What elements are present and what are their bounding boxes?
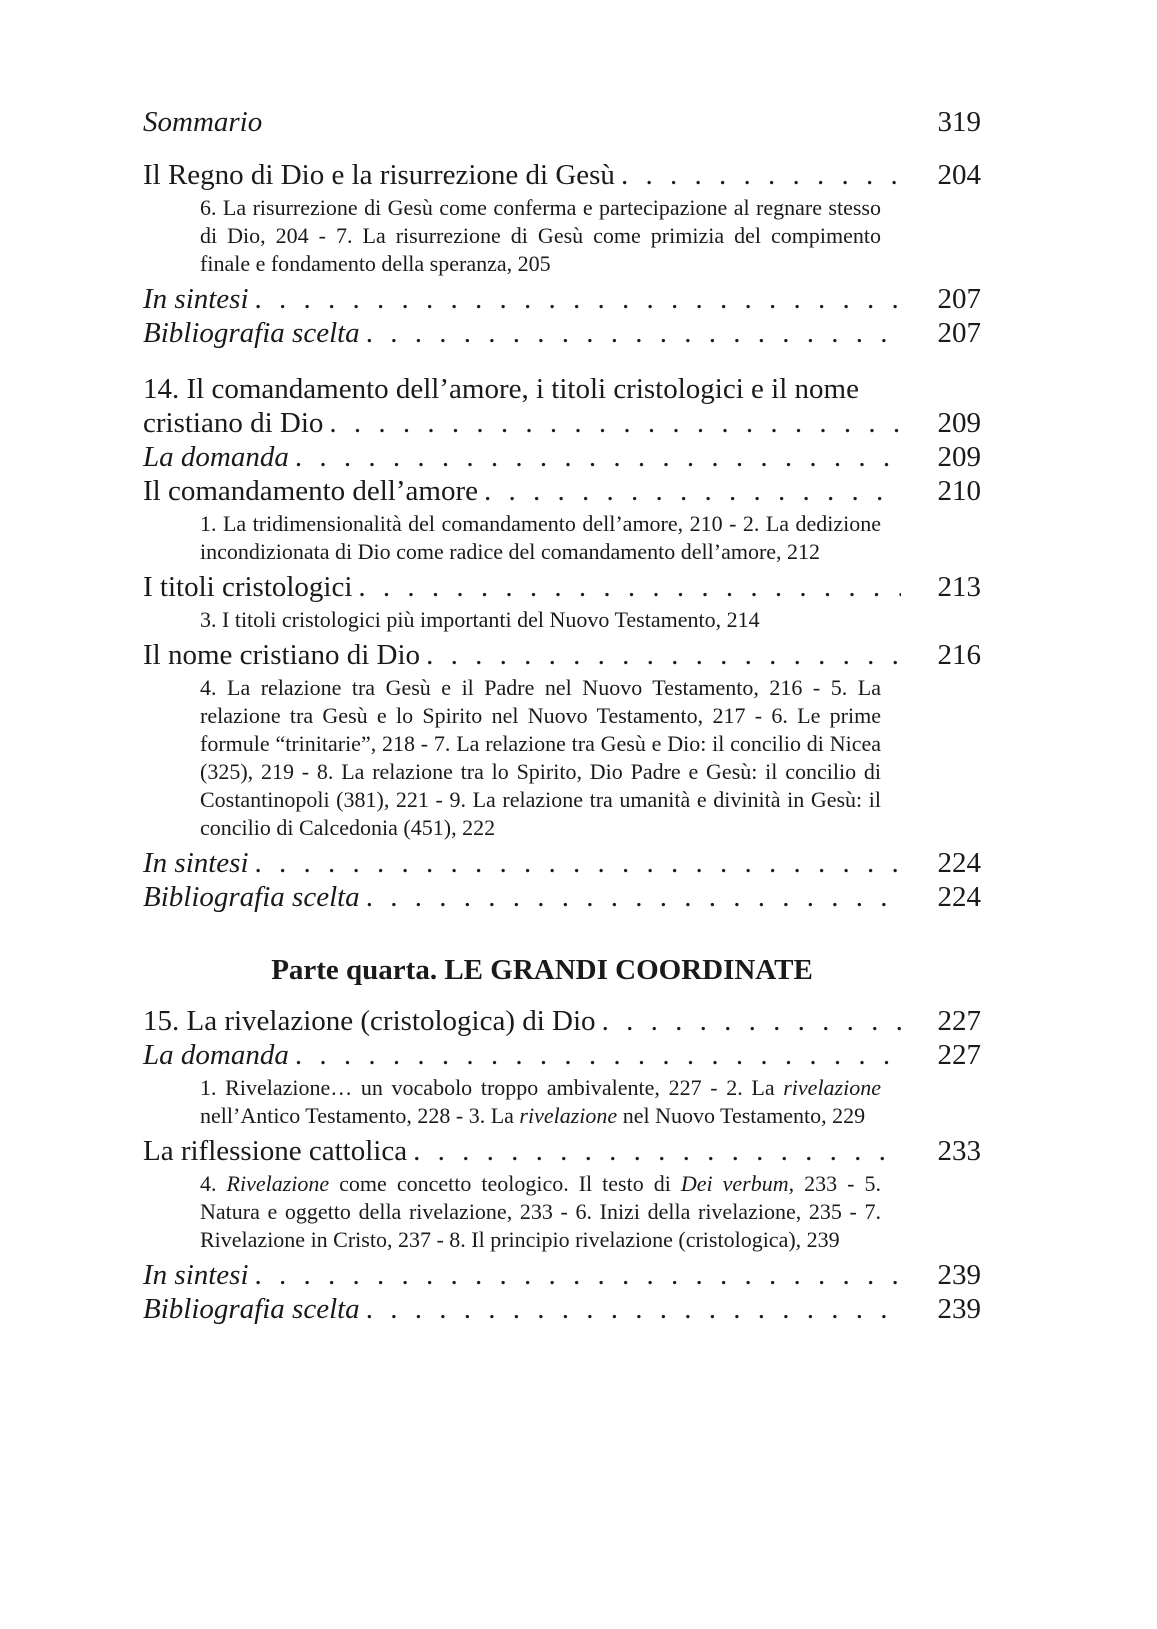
toc-entry <box>143 440 981 474</box>
toc-entry-label: I titoli cristologici <box>143 570 358 604</box>
toc-entry-page: 216 <box>937 639 981 671</box>
dot-leader <box>366 880 901 914</box>
toc-entry-label: Bibliografia scelta <box>143 1292 366 1326</box>
summary-text: , 233 - 5. Natura e oggetto della rivelazione, 233 - 6. Inizi della rivelazione, 235 - 7. Rivelazione in Cristo, 237 - 8. Il principio rivelazione (cristologica), 239 <box>200 1171 882 1252</box>
summary-text: nel Nuovo Testamento, 229 <box>617 1103 866 1128</box>
toc-entry <box>143 1134 981 1168</box>
toc-entry <box>143 1258 981 1292</box>
part-title: Parte quarta. LE GRANDI COORDINATE <box>271 954 813 986</box>
dot-leader <box>621 158 901 192</box>
toc-entry-page: 227 <box>937 1039 981 1071</box>
dot-leader <box>366 316 901 350</box>
running-head-title: Sommario <box>143 106 263 138</box>
toc-entry-page: 227 <box>937 1005 981 1037</box>
dot-leader <box>484 474 901 508</box>
toc-entry-page: 239 <box>937 1293 981 1325</box>
toc-subsection-summary <box>200 1072 881 1134</box>
toc-entry <box>143 1004 981 1038</box>
running-head <box>143 102 981 142</box>
toc-entry <box>143 158 981 192</box>
toc-entry <box>143 570 981 604</box>
summary-text-italic: rivelazione <box>783 1075 881 1100</box>
toc-entry <box>143 638 981 672</box>
chapter-title <box>143 372 981 440</box>
chapter-title-last-line <box>143 406 981 440</box>
toc-entry-label: Il comandamento dell’amore <box>143 474 484 508</box>
toc-subsection-summary: 3. I titoli cristologici più importanti del Nuovo Testamento, 214 <box>200 607 760 632</box>
toc-entry <box>143 1038 981 1072</box>
dot-leader <box>255 282 901 316</box>
summary-text-italic: rivelazione <box>519 1103 618 1128</box>
toc-entry-page: 207 <box>937 283 981 315</box>
summary-text: 4. <box>200 1171 227 1196</box>
dot-leader <box>255 1258 901 1292</box>
toc-subsection-summary <box>200 1168 881 1258</box>
toc-entry <box>143 1292 981 1326</box>
toc-entry <box>143 474 981 508</box>
toc-entry <box>143 846 981 880</box>
summary-text: come concetto teologico. Il testo di <box>329 1171 681 1196</box>
toc-entry <box>143 880 981 914</box>
toc-entry-label: La riflessione cattolica <box>143 1134 413 1168</box>
toc-entry-label: In sintesi <box>143 846 255 880</box>
toc-entry-label: In sintesi <box>143 1258 255 1292</box>
toc-entry <box>143 282 981 316</box>
dot-leader <box>255 846 901 880</box>
toc-entry-label: La domanda <box>143 1038 295 1072</box>
toc-page <box>143 102 981 1326</box>
toc-entry-label: Bibliografia scelta <box>143 880 366 914</box>
toc-entry-page: 204 <box>937 159 981 191</box>
toc-entry-page: 239 <box>937 1259 981 1291</box>
running-head-page-number: 319 <box>937 106 981 138</box>
chapter-title-line: 14. Il comandamento dell’amore, i titoli cristologici e il nome <box>143 373 859 405</box>
toc-subsection-summary: 6. La risurrezione di Gesù come conferma e partecipazione al regnare stesso di Dio, 204 - 7. La risurrezione di Gesù come primizia del compimento finale e fondamento della speranza, 205 <box>200 195 881 276</box>
toc-entry-page: 224 <box>937 847 981 879</box>
toc-entry-label: Il nome cristiano di Dio <box>143 638 426 672</box>
dot-leader <box>329 406 901 440</box>
dot-leader <box>295 1038 901 1072</box>
toc-subsection-summary: 1. La tridimensionalità del comandamento dell’amore, 210 - 2. La dedizione incondizionata di Dio come radice del comandamento dell’amore, 212 <box>200 511 881 564</box>
toc-entry-label: Il Regno di Dio e la risurrezione di Gesù <box>143 158 621 192</box>
toc-entry-label: In sintesi <box>143 282 255 316</box>
dot-leader <box>366 1292 901 1326</box>
toc-entry-label: 15. La rivelazione (cristologica) di Dio <box>143 1004 602 1038</box>
toc-entry-label: Bibliografia scelta <box>143 316 366 350</box>
dot-leader <box>358 570 901 604</box>
summary-text: nell’Antico Testamento, 228 - 3. La <box>200 1103 520 1128</box>
toc-subsection-summary: 4. La relazione tra Gesù e il Padre nel Nuovo Testamento, 216 - 5. La relazione tra Gesù e lo Spirito nel Nuovo Testamento, 217 - 6. Le prime formule “trinitarie”, 218 - 7. La relazione tra Gesù e Dio: il concilio di Nicea (325), 219 - 8. La relazione tra lo Spirito, Dio Padre e Gesù: il concilio di Costantinopoli (381), 221 - 9. La relazione tra umanità e divinità in Gesù: il concilio di Calcedonia (451), 222 <box>200 675 881 840</box>
toc-entry-page: 224 <box>937 881 981 913</box>
dot-leader <box>602 1004 901 1038</box>
toc-entry-page: 210 <box>937 475 981 507</box>
summary-text-italic: Rivelazione <box>226 1171 330 1196</box>
summary-text-italic: Dei verbum <box>680 1171 789 1196</box>
dot-leader <box>295 440 901 474</box>
toc-entry <box>143 316 981 350</box>
summary-text: 1. Rivelazione… un vocabolo troppo ambivalente, 227 - 2. La <box>200 1075 784 1100</box>
toc-entry-page: 209 <box>937 441 981 473</box>
toc-entry-page: 209 <box>937 407 981 439</box>
chapter-title-line: cristiano di Dio <box>143 406 329 440</box>
toc-entry-label: La domanda <box>143 440 295 474</box>
dot-leader <box>426 638 901 672</box>
toc-entry-page: 207 <box>937 317 981 349</box>
toc-entry-page: 213 <box>937 571 981 603</box>
toc-entry-page: 233 <box>937 1135 981 1167</box>
dot-leader <box>413 1134 901 1168</box>
